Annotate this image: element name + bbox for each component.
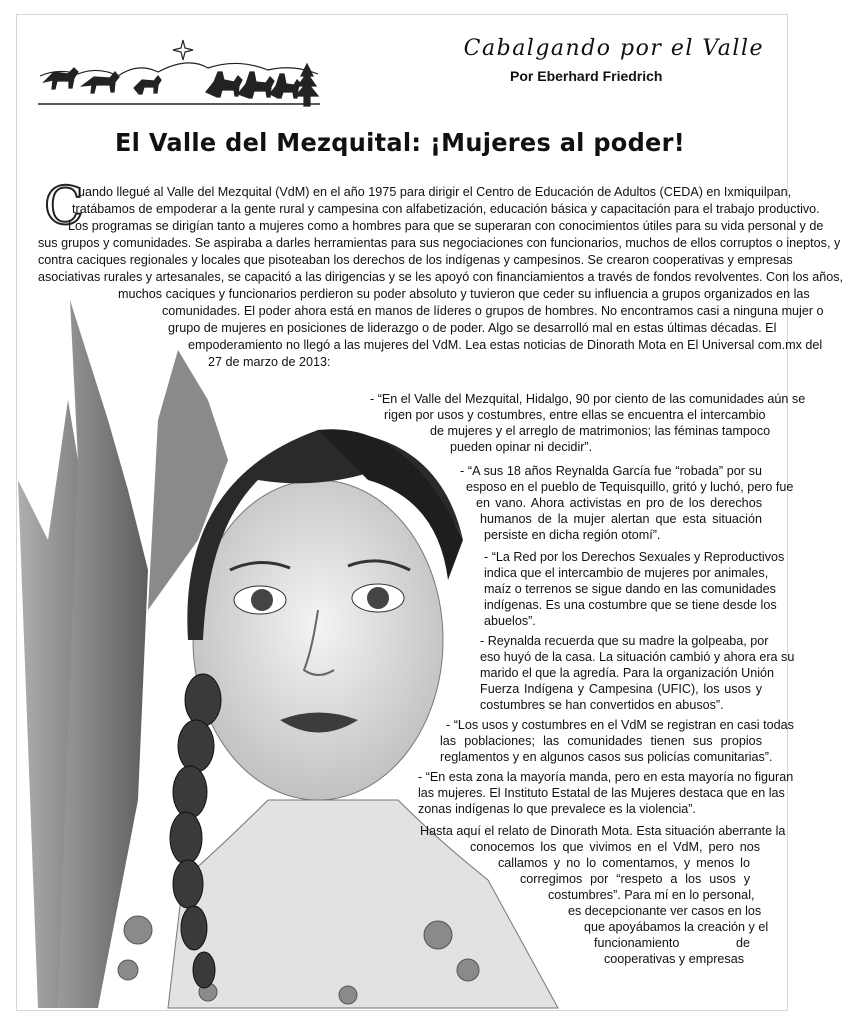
intro-line: muchos caciques y funcionarios perdieron su poder absoluto y tuvieron que ceder su influencia a grupos organizados en las: [118, 287, 810, 301]
quote-line: zonas indígenas lo que prevalece es la violencia”.: [418, 802, 696, 816]
quote-line: en vano. Ahora activistas en pro de los derechos: [476, 496, 762, 510]
closing-line: corregimos por “respeto a los usos y: [520, 872, 750, 886]
quote-line: - “En esta zona la mayoría manda, pero en esta mayoría no figuran: [418, 770, 794, 784]
quote-line: maíz o terrenos se sigue dando en las comunidades: [484, 582, 776, 596]
intro-line: grupo de mujeres en posiciones de liderazgo o de poder. Algo se desarrolló mal en estas últimas décadas. El: [168, 321, 777, 335]
dropcap-letter-text: C: [44, 177, 84, 237]
intro-paragraph: [0, 0, 843, 380]
quote-line: reglamentos y en algunos casos sus policías comunitarias”.: [440, 750, 773, 764]
intro-line: comunidades. El poder ahora está en manos de líderes o grupos de hombres. No encontramos casi a ninguna mujer o: [162, 304, 824, 318]
quote-line: indígenas. Es una costumbre que se tiene desde los: [484, 598, 777, 612]
closing-line: funcionamiento de: [594, 936, 750, 950]
quote-line: - “En el Valle del Mezquital, Hidalgo, 90 por ciento de las comunidades aún se: [370, 392, 806, 406]
quote-line: eso huyó de la casa. La situación cambió y ahora era su: [480, 650, 795, 664]
quote-line: - “A sus 18 años Reynalda García fue “robada” por su: [460, 464, 762, 478]
quote-line: - “Los usos y costumbres en el VdM se registran en casi todas: [446, 718, 794, 732]
quote-line: pueden opinar ni decidir”.: [450, 440, 593, 454]
quote-line: rigen por usos y costumbres, entre ellas se encuentra el intercambio: [384, 408, 766, 422]
intro-line: sus grupos y comunidades. Se aspiraba a darles herramientas para sus negociaciones con funcionarios, muchos de ellos corruptos o ineptos, y: [38, 236, 841, 250]
quote-line: - “La Red por los Derechos Sexuales y Reproductivos: [484, 550, 785, 564]
quote-line: indica que el intercambio de mujeres por animales,: [484, 566, 769, 580]
closing-line: costumbres”. Para mí en lo personal,: [548, 888, 755, 902]
closing-line: callamos y no lo comentamos, y menos lo: [498, 856, 750, 870]
closing-line: cooperativas y empresas: [604, 952, 744, 966]
quote-line: costumbres se han convertidos en abusos”.: [480, 698, 724, 712]
quote-line: - Reynalda recuerda que su madre la golpeaba, por: [480, 634, 769, 648]
intro-line: contra caciques regionales y locales que pisoteaban los derechos de los indígenas y campesinos. Se crearon cooperativas y empresas: [38, 253, 793, 267]
closing-line: que apoyábamos la creación y el: [584, 920, 769, 934]
quote-line: abuelos”.: [484, 614, 536, 628]
quote-line: de mujeres y el arreglo de matrimonios; las féminas tampoco: [430, 424, 771, 438]
quote-line: las mujeres. El Instituto Estatal de las Mujeres destaca que en las: [418, 786, 785, 800]
quote-line: humanos de la mujer alertan que esta situación: [480, 512, 762, 526]
quote-line: marido el que la agredía. Para la organización Unión: [480, 666, 775, 680]
intro-line: Los programas se dirigían tanto a mujeres como a hombres para que se superaran con conocimientos útiles para su vida personal y de: [68, 219, 824, 233]
intro-line: uando llegué al Valle del Mezquital (VdM) en el año 1975 para dirigir el Centro de Educación de Adultos (CEDA) en Ixmiquilpan,: [78, 185, 792, 199]
column-title: Cabalgando por el Valle: [463, 36, 764, 61]
quote-line: Fuerza Indígena y Campesina (UFIC), los usos y: [480, 682, 762, 696]
closing-line: es decepcionante ver casos en los: [568, 904, 762, 918]
author-byline: Por Eberhard Friedrich: [510, 68, 663, 84]
quote-line: esposo en el pueblo de Tequisquillo, gritó y luchó, pero fue: [466, 480, 794, 494]
intro-line: 27 de marzo de 2013:: [208, 355, 331, 369]
intro-line: tratábamos de empoderar a la gente rural y campesina con alfabetización, educación básica y capacitación para el trabajo productivo.: [72, 202, 820, 216]
intro-line: asociativas rurales y artesanales, se capacitó a las dirigencias y se les apoyó con financiamientos a través de fondos revolventes. Con los años,: [38, 270, 843, 284]
closing-line: conocemos los que vivimos en el VdM, pero nos: [470, 840, 760, 854]
headline: El Valle del Mezquital: ¡Mujeres al poder!: [115, 128, 685, 157]
closing-line: Hasta aquí el relato de Dinorath Mota. Esta situación aberrante la: [420, 824, 786, 838]
intro-line: empoderamiento no llegó a las mujeres del VdM. Lea estas noticias de Dinorath Mota en El Universal com.mx del: [188, 338, 823, 352]
quote-line: persiste en dicha región otomí”.: [484, 528, 661, 542]
quote-line: las poblaciones; las comunidades tienen sus propios: [440, 734, 762, 748]
